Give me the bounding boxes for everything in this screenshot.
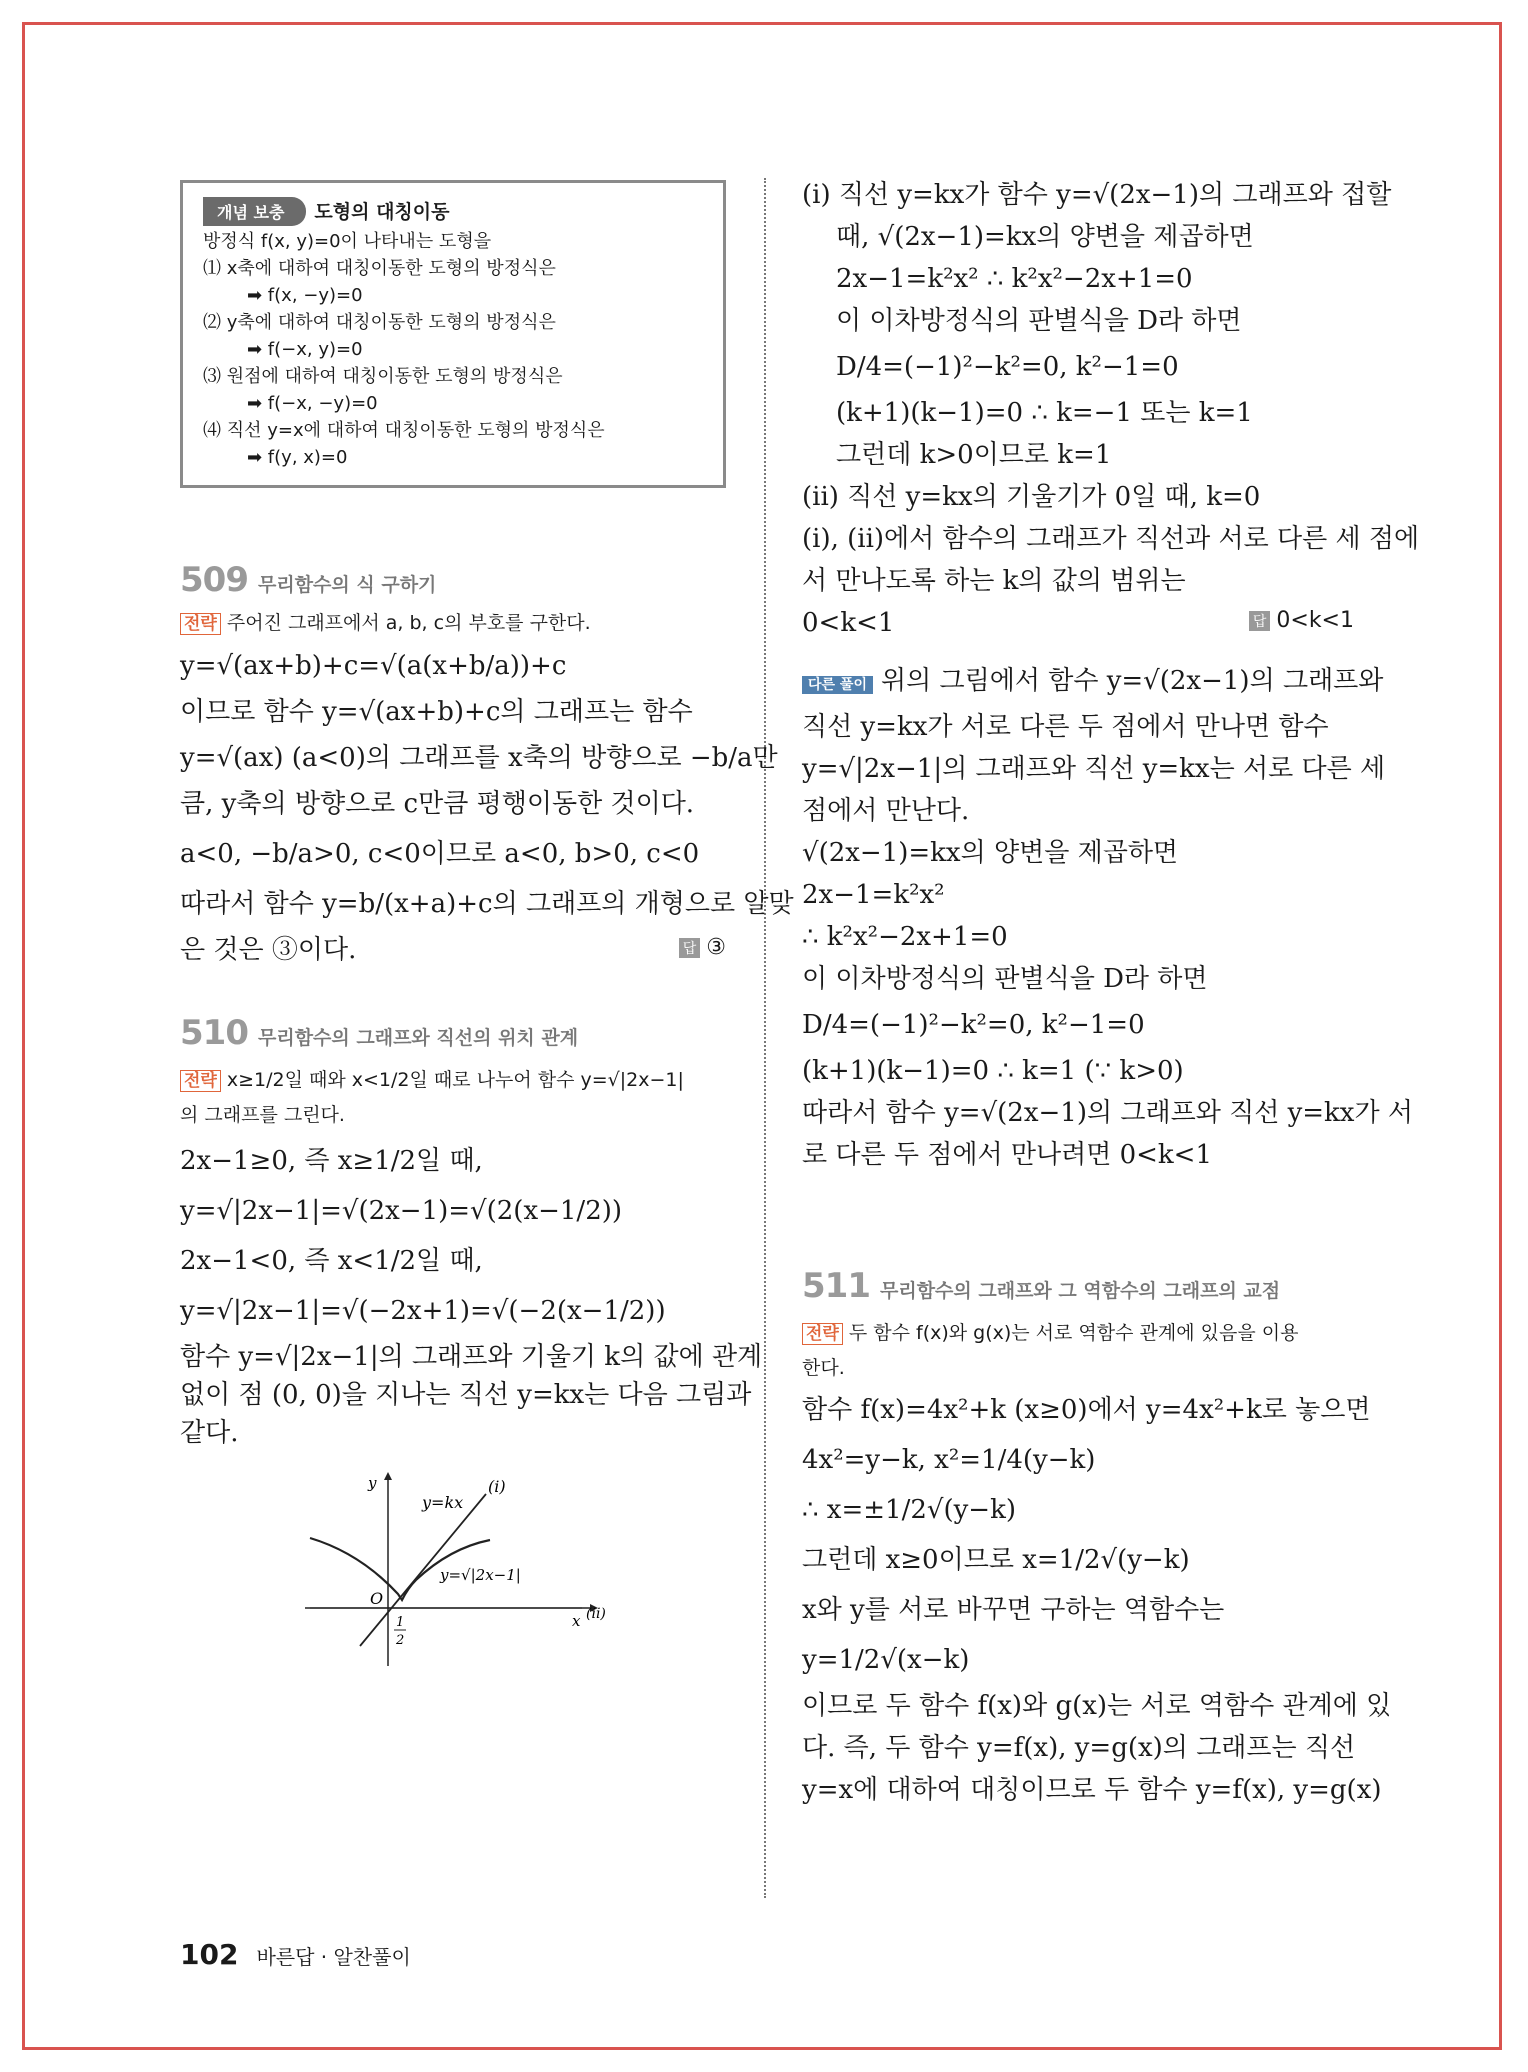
solution-line: 함수 y=√|2x−1|의 그래프와 기울기 k의 값에 관계 bbox=[180, 1342, 763, 1372]
solution-line: 점에서 만난다. bbox=[802, 796, 970, 826]
sqrt-graph-figure bbox=[290, 1468, 606, 1668]
solution-line: ∴ k²x²−2x+1=0 bbox=[802, 922, 1008, 952]
concept-line: ➡ f(−x, −y)=0 bbox=[247, 393, 378, 414]
strategy-text: 주어진 그래프에서 a, b, c의 부호를 구한다. bbox=[226, 612, 591, 634]
other-solution-line bbox=[802, 666, 1384, 700]
solution-line: 이 이차방정식의 판별식을 D라 하면 bbox=[802, 964, 1208, 994]
answer-row bbox=[180, 935, 726, 965]
solution-line: 서 만나도록 하는 k의 값의 범위는 bbox=[802, 566, 1186, 596]
strategy-text: x≥1/2일 때와 x<1/2일 때로 나누어 함수 y=√|2x−1| bbox=[226, 1069, 684, 1091]
solution-line: y=1/2√(x−k) bbox=[802, 1645, 970, 1675]
answer-row bbox=[802, 608, 1354, 638]
problem-510-header bbox=[180, 1013, 726, 1053]
solution-line: D/4=(−1)²−k²=0, k²−1=0 bbox=[802, 1010, 1145, 1040]
strategy-line bbox=[180, 1069, 726, 1092]
y-axis-label: y bbox=[368, 1474, 377, 1492]
solution-line: (i) 직선 y=kx가 함수 y=√(2x−1)의 그래프와 접할 bbox=[802, 180, 1392, 210]
y-axis-arrow bbox=[384, 1472, 392, 1480]
problem-number: 511 bbox=[802, 1266, 870, 1306]
solution-line: 2x−1≥0, 즉 x≥1/2일 때, bbox=[180, 1146, 483, 1176]
concept-title: 도형의 대칭이동 bbox=[314, 201, 450, 223]
solution-line: 때, √(2x−1)=kx의 양변을 제곱하면 bbox=[836, 222, 1254, 252]
strategy-text: 두 함수 f(x)와 g(x)는 서로 역함수 관계에 있음을 이용 bbox=[848, 1322, 1299, 1344]
solution-line: 2x−1=k²x² ∴ k²x²−2x+1=0 bbox=[836, 264, 1193, 294]
solution-line: y=√|2x−1|=√(−2x+1)=√(−2(x−1/2)) bbox=[180, 1296, 666, 1326]
solution-line: 다. 즉, 두 함수 y=f(x), y=g(x)의 그래프는 직선 bbox=[802, 1733, 1356, 1763]
left-column bbox=[180, 180, 794, 1672]
solution-line: 로 다른 두 점에서 만나려면 0<k<1 bbox=[802, 1140, 1213, 1170]
answer bbox=[679, 935, 726, 965]
answer-label: 답 bbox=[1249, 611, 1271, 631]
problem-number: 509 bbox=[180, 560, 248, 600]
line-label: y=kx bbox=[422, 1493, 464, 1512]
strategy-line bbox=[802, 1322, 1354, 1345]
problem-number: 510 bbox=[180, 1013, 248, 1053]
other-solution-label: 다른 풀이 bbox=[802, 676, 873, 694]
half-numerator: 1 bbox=[396, 1615, 405, 1630]
answer-value: 0<k<1 bbox=[1276, 608, 1354, 633]
solution-line: 이 이차방정식의 판별식을 D라 하면 bbox=[836, 306, 1242, 336]
half-denominator: 2 bbox=[396, 1633, 405, 1648]
x-axis-label: x bbox=[572, 1612, 581, 1630]
solution-line: 2x−1=k²x² bbox=[802, 880, 945, 910]
solution-line: 따라서 함수 y=√(2x−1)의 그래프와 직선 y=kx가 서 bbox=[802, 1098, 1413, 1128]
problem-511-header bbox=[802, 1266, 1354, 1306]
problem-509-header bbox=[180, 560, 726, 600]
problem-title: 무리함수의 그래프와 직선의 위치 관계 bbox=[257, 1027, 579, 1049]
problem-title: 무리함수의 그래프와 그 역함수의 그래프의 교점 bbox=[879, 1280, 1281, 1302]
solution-line: 은 것은 ③이다. bbox=[180, 935, 357, 965]
strategy-label: 전략 bbox=[802, 1323, 843, 1345]
answer bbox=[1249, 608, 1354, 638]
solution-line: 그런데 k>0이므로 k=1 bbox=[836, 440, 1112, 470]
page-number: 102 bbox=[180, 1938, 239, 1971]
concept-line: ➡ f(−x, y)=0 bbox=[247, 339, 363, 360]
solution-line: 그런데 x≥0이므로 x=1/2√(y−k) bbox=[802, 1545, 1190, 1575]
problem-title: 무리함수의 식 구하기 bbox=[257, 574, 437, 596]
solution-line: a<0, −b/a>0, c<0이므로 a<0, b>0, c<0 bbox=[180, 839, 700, 869]
concept-line: ⑴ x축에 대하여 대칭이동한 도형의 방정식은 bbox=[203, 258, 556, 279]
case-i-label: (i) bbox=[488, 1477, 506, 1496]
solution-line: 없이 점 (0, 0)을 지나는 직선 y=kx는 다음 그림과 bbox=[180, 1380, 752, 1410]
solution-line: √(2x−1)=kx의 양변을 제곱하면 bbox=[802, 838, 1179, 868]
solution-line: 이므로 두 함수 f(x)와 g(x)는 서로 역함수 관계에 있 bbox=[802, 1691, 1392, 1721]
strategy-label: 전략 bbox=[180, 1070, 221, 1092]
solution-line: y=√(ax+b)+c=√(a(x+b/a))+c bbox=[180, 651, 567, 681]
solution-line: (ii) 직선 y=kx의 기울기가 0일 때, k=0 bbox=[802, 482, 1261, 512]
answer-label: 답 bbox=[679, 938, 701, 958]
solution-line: 함수 f(x)=4x²+k (x≥0)에서 y=4x²+k로 놓으면 bbox=[802, 1395, 1371, 1425]
concept-line: 방정식 f(x, y)=0이 나타내는 도형을 bbox=[203, 231, 492, 252]
concept-line: ⑷ 직선 y=x에 대하여 대칭이동한 도형의 방정식은 bbox=[203, 420, 605, 441]
answer-value: ③ bbox=[706, 935, 726, 960]
case-ii-label: (ii) bbox=[586, 1606, 606, 1622]
concept-line: ⑵ y축에 대하여 대칭이동한 도형의 방정식은 bbox=[203, 312, 556, 333]
solution-line: 2x−1<0, 즉 x<1/2일 때, bbox=[180, 1246, 483, 1276]
concept-line: ⑶ 원점에 대하여 대칭이동한 도형의 방정식은 bbox=[203, 366, 563, 387]
strategy-label: 전략 bbox=[180, 613, 221, 635]
strategy-line-2: 의 그래프를 그린다. bbox=[180, 1104, 345, 1126]
concept-line: ➡ f(y, x)=0 bbox=[247, 447, 348, 468]
column-divider bbox=[764, 178, 766, 1898]
right-column bbox=[802, 180, 1420, 1805]
solution-line: 직선 y=kx가 서로 다른 두 점에서 만나면 함수 bbox=[802, 712, 1329, 742]
solution-line: 따라서 함수 y=b/(x+a)+c의 그래프의 개형으로 알맞 bbox=[180, 889, 794, 919]
solution-line: 같다. bbox=[180, 1418, 239, 1448]
strategy-line-2: 한다. bbox=[802, 1357, 845, 1379]
solution-line: D/4=(−1)²−k²=0, k²−1=0 bbox=[836, 352, 1179, 382]
solution-line: y=√|2x−1|=√(2x−1)=√(2(x−1/2)) bbox=[180, 1196, 623, 1226]
page-footer bbox=[180, 1938, 411, 1971]
solution-line: (k+1)(k−1)=0 ∴ k=−1 또는 k=1 bbox=[836, 398, 1253, 428]
concept-box bbox=[180, 180, 726, 488]
solution-line: y=√|2x−1|의 그래프와 직선 y=kx는 서로 다른 세 bbox=[802, 754, 1386, 784]
concept-badge: 개념 보충 bbox=[203, 197, 306, 226]
strategy-line bbox=[180, 612, 726, 635]
solution-line: (k+1)(k−1)=0 ∴ k=1 (∵ k>0) bbox=[802, 1056, 1184, 1086]
concept-line: ➡ f(x, −y)=0 bbox=[247, 285, 363, 306]
solution-line: y=x에 대하여 대칭이므로 두 함수 y=f(x), y=g(x) bbox=[802, 1775, 1382, 1805]
solution-line: (i), (ii)에서 함수의 그래프가 직선과 서로 다른 세 점에 bbox=[802, 524, 1420, 554]
solution-line: y=√(ax) (a<0)의 그래프를 x축의 방향으로 −b/a만 bbox=[180, 743, 778, 773]
range-line: 0<k<1 bbox=[802, 608, 895, 638]
footer-label: 바른답 · 알찬풀이 bbox=[256, 1945, 411, 1969]
solution-line: 이므로 함수 y=√(ax+b)+c의 그래프는 함수 bbox=[180, 697, 693, 727]
solution-line: x와 y를 서로 바꾸면 구하는 역함수는 bbox=[802, 1595, 1225, 1625]
solution-line: 큼, y축의 방향으로 c만큼 평행이동한 것이다. bbox=[180, 789, 695, 819]
solution-line: 4x²=y−k, x²=1/4(y−k) bbox=[802, 1445, 1096, 1475]
other-solution-text: 위의 그림에서 함수 y=√(2x−1)의 그래프와 bbox=[880, 666, 1384, 696]
solution-line: ∴ x=±1/2√(y−k) bbox=[802, 1495, 1016, 1525]
origin-label: O bbox=[370, 1589, 384, 1608]
curve-label: y=√|2x−1| bbox=[440, 1566, 521, 1584]
